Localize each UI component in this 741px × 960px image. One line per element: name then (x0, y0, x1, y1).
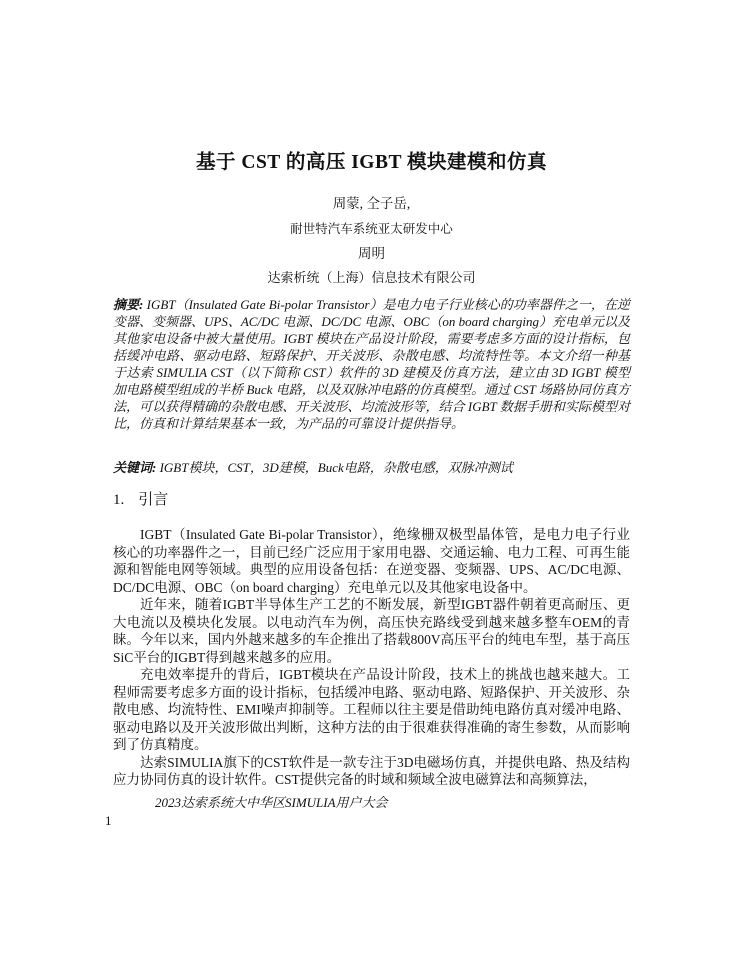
keywords-text: IGBT模块，CST，3D建模，Buck电路，杂散电感，双脉冲测试 (156, 460, 513, 475)
paper-title: 基于 CST 的高压 IGBT 模块建模和仿真 (196, 152, 547, 173)
affiliation-2: 达索析统（上海）信息技术有限公司 (267, 270, 476, 285)
keywords-label: 关键词: (113, 460, 157, 475)
authors-line: 周蒙, 仝子岳, (332, 196, 411, 211)
intro-paragraph-1: IGBT（Insulated Gate Bi-polar Transistor），绝缘栅双极型晶体管，是电力电子行业核心的功率器件之一，目前已经广泛应用于家用电器、交通运输、电力工程、可再生能源和智能电网等领域。典型的应用设备包括：在逆变器、变频器、UPS、AC/DC电源、DC/DC电源、OBC（on board charging）充电单元以及其他家电设备中。 (113, 527, 630, 595)
abstract-label: 摘要: (113, 297, 144, 312)
footer-conference-line: 2023达索系统大中华区SIMULIA用户大会 (155, 794, 388, 810)
intro-paragraph-2: 近年来，随着IGBT半导体生产工艺的不断发展，新型IGBT器件朝着更高耐压、更大电流以及模块化发展。以电动汽车为例，高压快充路线受到越来越多整车OEM的青睐。今年以来，国内外越来越多的车企推出了搭载800V高压平台的纯电车型，基于高压SiC平台的IGBT得到越来越多的应用。 (113, 597, 630, 665)
section-1-title: 引言 (138, 492, 169, 508)
section-1-number: 1. (113, 492, 125, 508)
affiliation-1: 耐世特汽车系统亚太研发中心 (290, 222, 453, 236)
abstract-paragraph (113, 296, 630, 432)
intro-paragraph-4: 达索SIMULIA旗下的CST软件是一款专注于3D电磁场仿真，并提供电路、热及结构应力协同仿真的设计软件。CST提供完备的时域和频域全波电磁算法和高频算法， (113, 754, 630, 787)
keywords-line (113, 460, 630, 476)
intro-paragraph-3: 充电效率提升的背后，IGBT模块在产品设计阶段，技术上的挑战也越来越大。工程师需要考虑多方面的设计指标，包括缓冲电路、驱动电路、短路保护、开关波形、杂散电感、均流特性、EMI噪声抑制等。工程师以往主要是借助纯电路仿真对缓冲电路、驱动电路以及开关波形做出判断，这种方法的由于很难获得准确的寄生参数，从而影响到了仿真精度。 (113, 667, 630, 752)
page-number: 1 (105, 812, 112, 828)
author-2: 周明 (358, 246, 385, 261)
section-1-heading (113, 492, 630, 509)
abstract-text: IGBT（Insulated Gate Bi-polar Transistor）是电力电子行业核心的功率器件之一，在逆变器、变频器、UPS、AC/DC 电源、DC/DC 电源、OBC（on board charging）充电单元以及其他家电设备中被大量使用。IGBT 模块在产品设计阶段，需要考虑多方面的设计指标，包括缓冲电路、驱动电路、短路保护、开关波形、杂散电感、均流特性等。本文介绍一种基于达索 SIMULIA CST（以下简称 CST）软件的 3D 建模及仿真方法，建立由 3D IGBT 模型加电路模型组成的半桥 Buck 电路，以及双脉冲电路的仿真模型。通过 CST 场路协同仿真方法，可以获得精确的杂散电感、开关波形、均流波形等，结合 IGBT 数据手册和实际模型对比，仿真和计算结果基本一致，为产品的可靠设计提供指导。 (113, 297, 630, 431)
